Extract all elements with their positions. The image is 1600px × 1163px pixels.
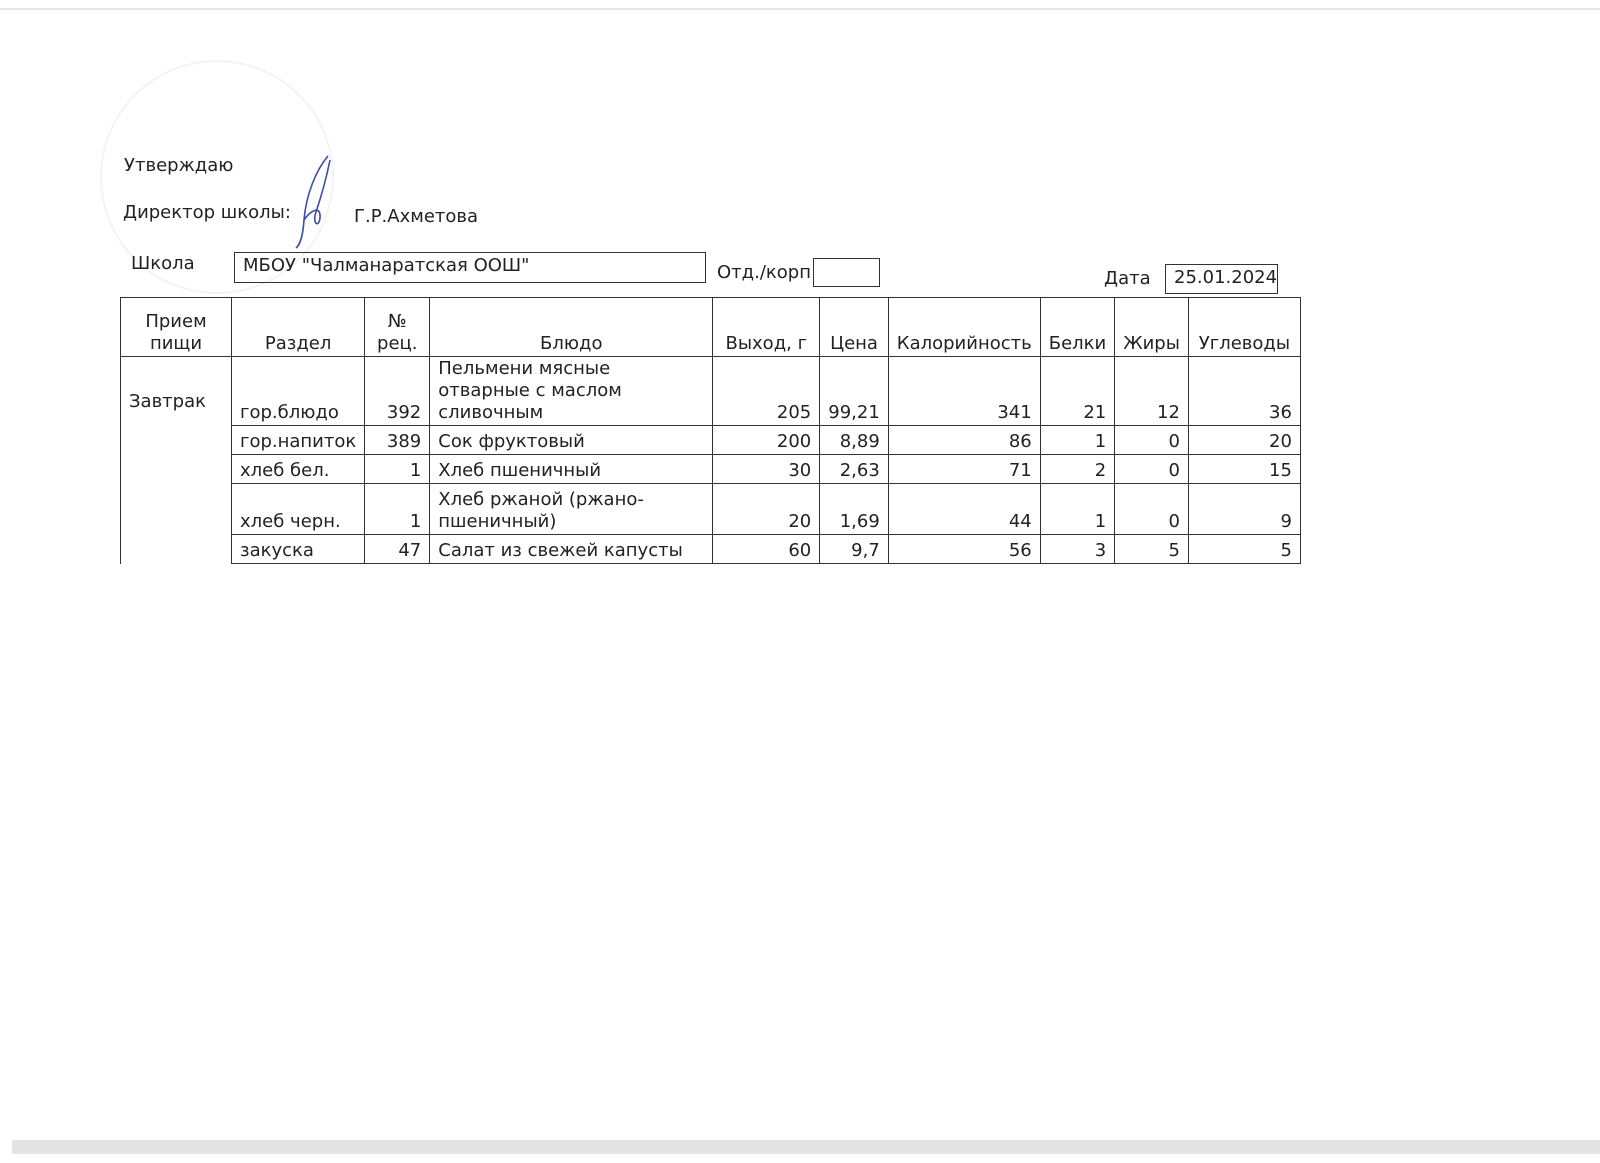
col-meal xyxy=(121,298,232,357)
protein-cell: 1 xyxy=(1040,484,1115,535)
carbs-cell: 15 xyxy=(1188,455,1300,484)
calories-cell: 341 xyxy=(888,357,1040,426)
fat-cell: 0 xyxy=(1115,484,1189,535)
price-cell: 99,21 xyxy=(820,357,889,426)
section-cell: гор.напиток xyxy=(232,426,365,455)
date-label: Дата xyxy=(1104,268,1151,289)
table-row xyxy=(121,455,1301,484)
meal-cell: Завтрак xyxy=(121,357,232,564)
dish-cell: Хлеб пшеничный xyxy=(430,455,713,484)
school-field: МБОУ "Чалманаратская ООШ" xyxy=(234,252,706,283)
recipe-cell: 392 xyxy=(365,357,430,426)
price-cell: 2,63 xyxy=(820,455,889,484)
price-cell: 8,89 xyxy=(820,426,889,455)
director-name: Г.Р.Ахметова xyxy=(354,206,479,227)
signature-icon xyxy=(276,150,346,250)
section-cell: хлеб черн. xyxy=(232,484,365,535)
branch-label: Отд./корп xyxy=(717,262,811,283)
section-cell: гор.блюдо xyxy=(232,357,365,426)
yield-cell: 60 xyxy=(713,535,820,564)
recipe-cell: 1 xyxy=(365,484,430,535)
protein-cell: 1 xyxy=(1040,426,1115,455)
carbs-cell: 5 xyxy=(1188,535,1300,564)
col-calories: Калорийность xyxy=(888,298,1040,357)
recipe-cell: 47 xyxy=(365,535,430,564)
menu-table xyxy=(120,297,1301,564)
date-field: 25.01.2024 xyxy=(1165,264,1278,294)
dish-cell: Сок фруктовый xyxy=(430,426,713,455)
col-dish: Блюдо xyxy=(430,298,713,357)
calories-cell: 86 xyxy=(888,426,1040,455)
director-label: Директор школы: xyxy=(123,202,291,223)
branch-field xyxy=(813,258,880,287)
scan-edge-bottom xyxy=(12,1140,1600,1154)
dish-cell: Пельмени мясные отварные с маслом сливочным xyxy=(430,357,713,426)
col-section: Раздел xyxy=(232,298,365,357)
price-cell: 1,69 xyxy=(820,484,889,535)
col-price: Цена xyxy=(820,298,889,357)
scan-edge-top xyxy=(0,8,1600,10)
col-recipe xyxy=(365,298,430,357)
calories-cell: 56 xyxy=(888,535,1040,564)
price-cell: 9,7 xyxy=(820,535,889,564)
carbs-cell: 20 xyxy=(1188,426,1300,455)
yield-cell: 200 xyxy=(713,426,820,455)
calories-cell: 44 xyxy=(888,484,1040,535)
yield-cell: 205 xyxy=(713,357,820,426)
recipe-cell: 389 xyxy=(365,426,430,455)
table-row xyxy=(121,426,1301,455)
section-cell: закуска xyxy=(232,535,365,564)
section-cell: хлеб бел. xyxy=(232,455,365,484)
col-fat: Жиры xyxy=(1115,298,1189,357)
col-meal-line1: Прием xyxy=(145,311,207,332)
col-yield: Выход, г xyxy=(713,298,820,357)
protein-cell: 3 xyxy=(1040,535,1115,564)
col-carbs: Углеводы xyxy=(1188,298,1300,357)
dish-cell: Хлеб ржаной (ржано-пшеничный) xyxy=(430,484,713,535)
table-row xyxy=(121,357,1301,426)
fat-cell: 0 xyxy=(1115,426,1189,455)
table-row xyxy=(121,535,1301,564)
table-row xyxy=(121,484,1301,535)
col-protein: Белки xyxy=(1040,298,1115,357)
carbs-cell: 9 xyxy=(1188,484,1300,535)
protein-cell: 21 xyxy=(1040,357,1115,426)
col-recipe-line1: № xyxy=(387,311,407,332)
carbs-cell: 36 xyxy=(1188,357,1300,426)
fat-cell: 12 xyxy=(1115,357,1189,426)
calories-cell: 71 xyxy=(888,455,1040,484)
col-recipe-line2: рец. xyxy=(377,333,418,354)
table-header-row xyxy=(121,298,1301,357)
fat-cell: 5 xyxy=(1115,535,1189,564)
col-meal-line2: пищи xyxy=(149,333,203,354)
school-label: Школа xyxy=(131,253,195,274)
dish-cell: Салат из свежей капусты xyxy=(430,535,713,564)
fat-cell: 0 xyxy=(1115,455,1189,484)
yield-cell: 20 xyxy=(713,484,820,535)
yield-cell: 30 xyxy=(713,455,820,484)
approve-label: Утверждаю xyxy=(124,155,234,176)
protein-cell: 2 xyxy=(1040,455,1115,484)
recipe-cell: 1 xyxy=(365,455,430,484)
